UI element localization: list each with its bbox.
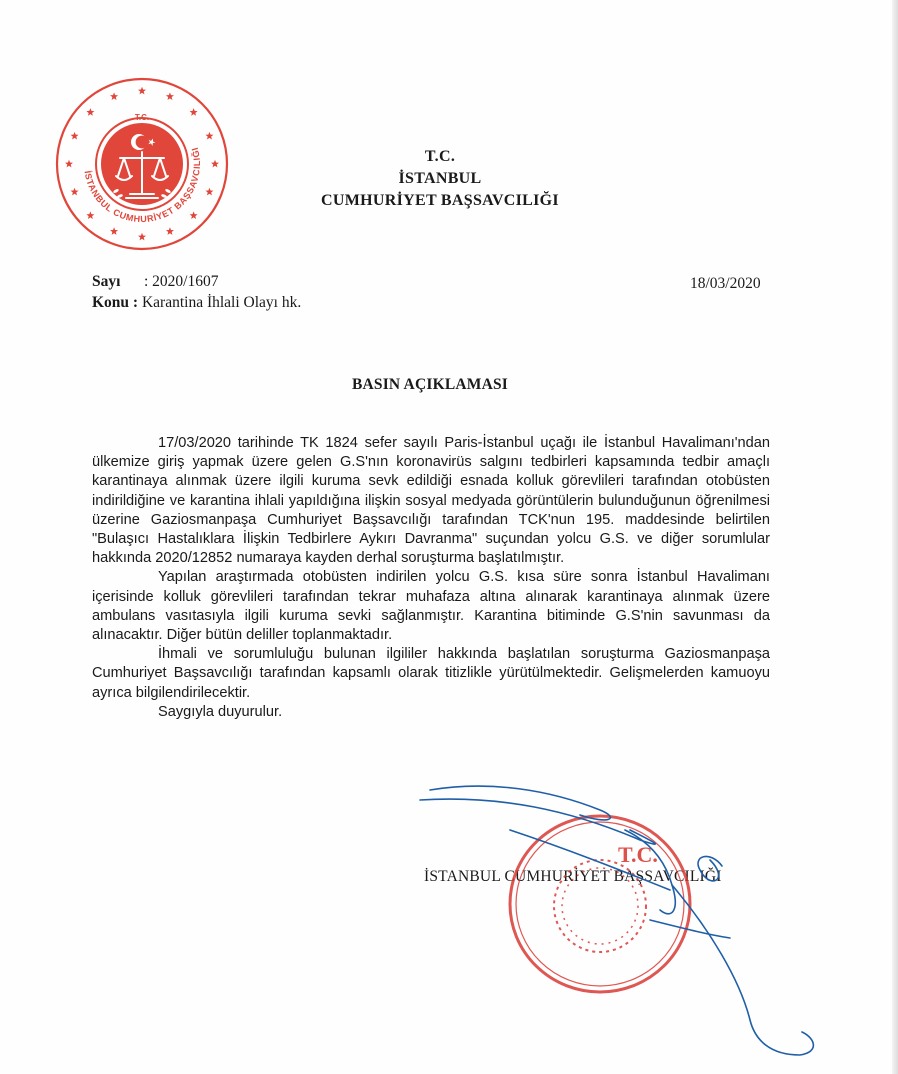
body-text xyxy=(92,434,770,722)
letterhead-line-3: CUMHURİYET BAŞSAVCILIĞI xyxy=(321,192,559,209)
reference-number-row xyxy=(92,271,301,292)
handwritten-signature xyxy=(410,770,880,1070)
stamp-text: T.C. xyxy=(618,842,658,867)
seal-star-icon xyxy=(205,132,213,140)
document-meta xyxy=(92,271,301,313)
prosecutor-seal-logo xyxy=(54,76,230,252)
seal-star-icon xyxy=(190,211,198,219)
subject-row xyxy=(92,292,301,313)
seal-star-icon xyxy=(71,188,79,196)
seal-star-icon xyxy=(166,227,174,235)
letterhead-line-2: İSTANBUL xyxy=(398,170,482,187)
paragraph-1: 17/03/2020 tarihinde TK 1824 sefer sayılı Paris-İstanbul uçağı ile İstanbul Havalimanı'ndan ülkemize giriş yapmak üzere gelen G.S'nın koronavirüs salgını tedbirleri kapsamında tedbir amaçlı karantinaya alınmak üzere ilgili kuruma sevk edildiği esnada kolluk görevlileri tarafından otobüsten indirildiğine ve karantina ihlali yapıldığına ilişkin sosyal medyada görüntülerin bulunduğunun öğrenilmesi üzerine Gaziosmanpaşa Cumhuriyet Başsavcılığı tarafından TCK'nun 195. maddesinde belirtilen "Bulaşıcı Hastalıklara İlişkin Tedbirlere Aykırı Davranma" suçundan yolcu G.S. ve diğer sorumlular hakkında 2020/12852 numaraya kayden derhal soruşturma başlatılmıştır. xyxy=(92,435,770,567)
document-date: 18/03/2020 xyxy=(690,275,761,292)
seal-star-icon xyxy=(110,92,118,100)
seal-star-icon xyxy=(65,160,73,168)
paragraph-3: İhmali ve sorumluluğu bulunan ilgililer hakkında başlatılan soruşturma Gaziosmanpaşa Cumhuriyet Başsavcılığı tarafından kapsamlı olarak titizlikle yürütülmektedir. Gelişmelerden kamuoyu ayrıca bilgilendirilecektir. xyxy=(92,646,770,701)
official-stamp xyxy=(500,800,710,1000)
paragraph-2: Yapılan araştırmada otobüsten indirilen yolcu G.S. kısa süre sonra İstanbul Havalimanı içerisinde kolluk görevlileri tarafından tekrar muhafaza altına alınarak karantinaya alınmak üzere ambulans vasıtasıyla ilgili kuruma sevki sağlanmıştır. Karantina bitiminde G.S'nin savunması da alınacaktır. Diğer bütün deliller toplanmaktadır. xyxy=(92,569,770,644)
seal-star-icon xyxy=(86,108,94,116)
seal-star-icon xyxy=(190,108,198,116)
reference-number-value: : 2020/1607 xyxy=(144,273,219,290)
signature-authority: İSTANBUL CUMHURİYET BAŞSAVCILIĞI xyxy=(424,868,722,885)
seal-star-icon xyxy=(110,227,118,235)
seal-top-text: T.C. xyxy=(134,113,150,122)
letterhead-line-1: T.C. xyxy=(424,148,456,165)
subject-label: Konu : xyxy=(92,294,139,311)
closing-line: Saygıyla duyurulur. xyxy=(158,703,283,720)
document-title: BASIN AÇIKLAMASI xyxy=(351,376,509,393)
seal-star-icon xyxy=(138,87,146,95)
seal-star-icon xyxy=(138,233,146,241)
reference-number-label: Sayı xyxy=(92,273,121,290)
seal-ring-text: İSTANBUL CUMHURİYET BAŞSAVCILIĞI xyxy=(82,145,203,225)
page-edge-shadow xyxy=(892,0,898,1074)
subject-value: Karantina İhlali Olayı hk. xyxy=(138,294,302,311)
seal-star-icon xyxy=(205,188,213,196)
seal-star-icon xyxy=(71,132,79,140)
letterhead xyxy=(290,146,590,212)
seal-star-icon xyxy=(166,92,174,100)
seal-star-icon xyxy=(86,211,94,219)
seal-star-icon xyxy=(211,160,219,168)
